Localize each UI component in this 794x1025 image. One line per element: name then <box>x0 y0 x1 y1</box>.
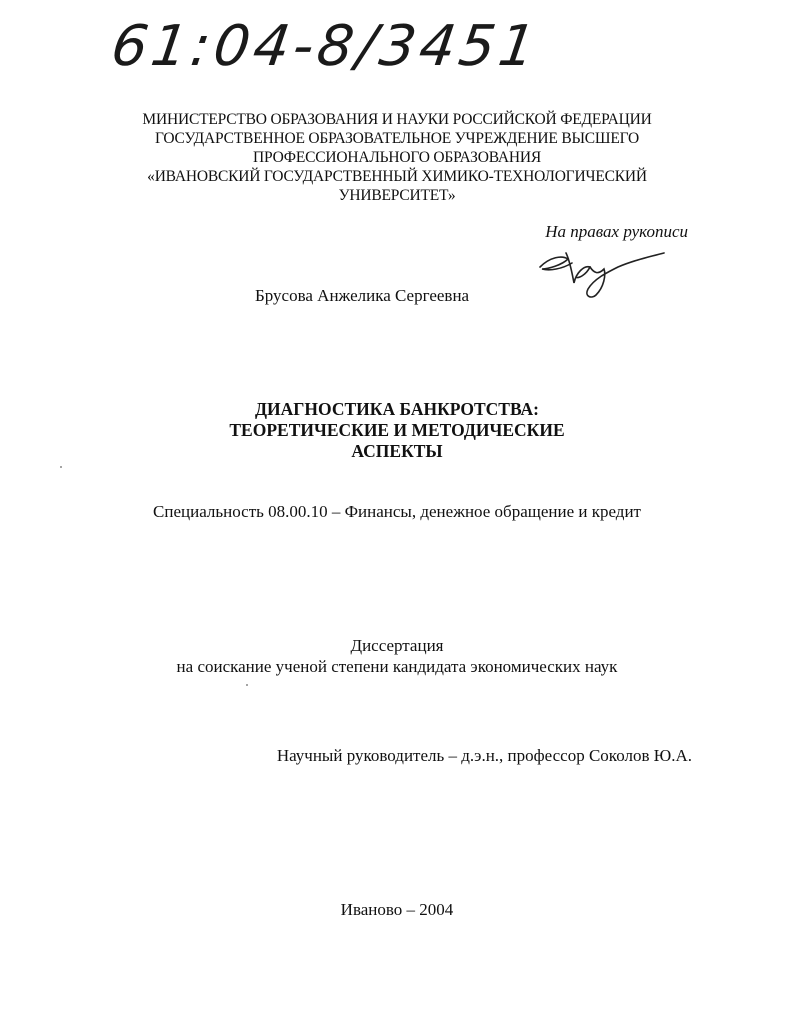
author-name: Брусова Анжелика Сергеевна <box>255 286 470 305</box>
title-line: АСПЕКТЫ <box>351 441 443 461</box>
ministry-line: МИНИСТЕРСТВО ОБРАЗОВАНИЯ И НАУКИ РОССИЙСКОЙ ФЕДЕРАЦИИ <box>142 111 652 128</box>
dissertation-label: Диссертация <box>350 636 444 655</box>
city-year: Иваново – 2004 <box>340 900 454 919</box>
ministry-line: ГОСУДАРСТВЕННОЕ ОБРАЗОВАТЕЛЬНОЕ УЧРЕЖДЕНИЕ ВЫСШЕГО <box>154 130 640 147</box>
dissertation-type <box>0 635 794 677</box>
signature <box>532 243 672 301</box>
specialty: Специальность 08.00.10 – Финансы, денежное обращение и кредит <box>153 502 641 521</box>
ministry-line: ПРОФЕССИОНАЛЬНОГО ОБРАЗОВАНИЯ <box>253 149 541 166</box>
ministry-header <box>0 110 794 205</box>
dissertation-title <box>0 399 794 462</box>
title-line: ДИАГНОСТИКА БАНКРОТСТВА: <box>255 399 539 419</box>
ministry-line: УНИВЕРСИТЕТ» <box>338 187 456 204</box>
ministry-line: «ИВАНОВСКИЙ ГОСУДАРСТВЕННЫЙ ХИМИКО-ТЕХНОЛОГИЧЕСКИЙ <box>147 168 647 185</box>
scan-speck <box>246 684 248 686</box>
archive-number: 61:04-8/3451 <box>107 14 544 79</box>
scan-speck <box>60 466 62 468</box>
manuscript-note: На правах рукописи <box>545 222 688 241</box>
scientific-supervisor: Научный руководитель – д.э.н., профессор Соколов Ю.А. <box>276 746 692 765</box>
degree-line: на соискание ученой степени кандидата экономических наук <box>176 657 618 676</box>
title-line: ТЕОРЕТИЧЕСКИЕ И МЕТОДИЧЕСКИЕ <box>229 420 565 440</box>
